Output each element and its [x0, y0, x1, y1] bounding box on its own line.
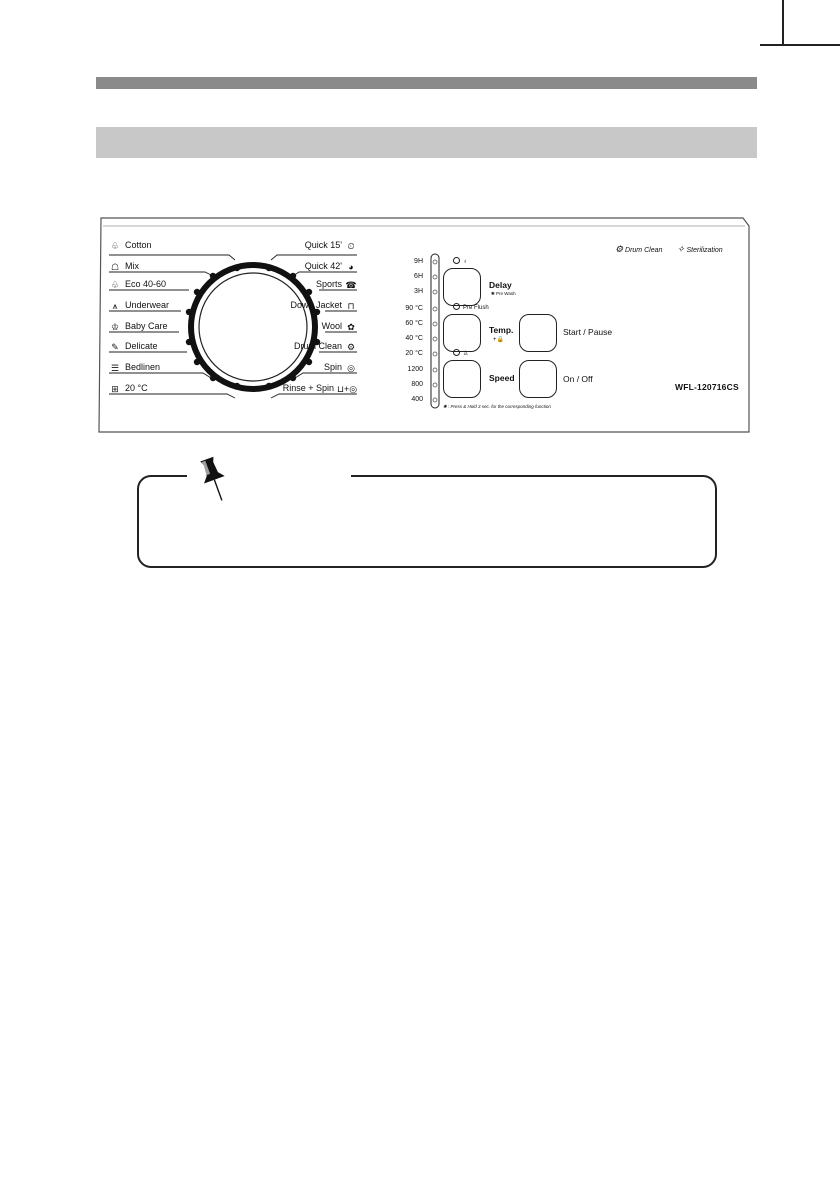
title-bar	[96, 77, 757, 89]
program-sports: Sports ☎	[315, 279, 357, 290]
temp-button[interactable]	[443, 314, 481, 352]
program-rinse-spin: Rinse + Spin ⊔+◎	[282, 383, 358, 394]
section-header-bar	[96, 127, 757, 158]
quick-42-icon: ◕	[348, 262, 354, 272]
program-quick-42: Quick 42' ◕	[305, 261, 357, 272]
lock-icon: ♁	[463, 259, 468, 265]
baby-care-icon: ♔	[110, 322, 120, 332]
program-mix: ☖ Mix	[110, 261, 139, 272]
child-lock-indicator	[453, 257, 468, 265]
control-panel-illustration	[97, 214, 751, 436]
sterilization-icon: ✧	[677, 244, 685, 254]
drum-clean-icon: ⚙	[346, 342, 356, 352]
program-bedlinen: ☰ Bedlinen	[110, 362, 161, 373]
delay-button[interactable]	[443, 268, 481, 306]
cotton-icon: ♧	[110, 241, 120, 251]
eco-icon: ♧	[110, 280, 120, 290]
crop-mark-vertical	[782, 0, 784, 46]
level-60c: 60 °C	[405, 320, 423, 327]
sports-icon: ☎	[345, 280, 357, 290]
drum-clean-feature: ⚙ Drum Clean	[615, 244, 663, 254]
bedlinen-icon: ☰	[110, 363, 120, 373]
sterilization-feature: ✧ Sterilization	[677, 244, 723, 254]
program-spin: Spin ◎	[324, 362, 357, 373]
temp-lock-sub-label: +🔒	[493, 337, 504, 343]
speed-button[interactable]	[443, 360, 481, 398]
program-drum-clean: Drum Clean ⚙	[293, 341, 356, 352]
indicator-led	[453, 257, 460, 264]
pre-flush-indicator: Pre Flush	[453, 303, 489, 311]
drum-clean-feature-icon: ⚙	[615, 244, 624, 254]
door-lock-icon: ♙	[463, 351, 469, 357]
speed-label: Speed	[489, 373, 515, 383]
model-number: WFL-120716CS	[675, 382, 739, 392]
rinse-spin-icon: ⊔+◎	[337, 384, 358, 394]
crop-mark-horizontal	[760, 44, 840, 46]
press-hold-footnote: ✱ : Press & Hold 3 sec. for the corresponding function	[443, 404, 551, 409]
level-90c: 90 °C	[405, 305, 423, 312]
start-pause-label: Start / Pause	[563, 327, 613, 337]
on-off-label: On / Off	[563, 374, 593, 384]
program-cotton: ♧ Cotton	[110, 240, 152, 251]
on-off-button[interactable]	[519, 360, 557, 398]
level-6h: 6H	[414, 273, 423, 280]
level-9h: 9H	[414, 258, 423, 265]
quick-15-icon: ⏲	[347, 241, 355, 251]
program-underwear: ⩚ Underwear	[109, 300, 169, 311]
program-baby-care: ♔ Baby Care	[110, 321, 168, 332]
program-delicate: ✎ Delicate	[109, 341, 158, 352]
underwear-icon: ⩚	[112, 301, 118, 311]
level-40c: 40 °C	[405, 335, 423, 342]
level-400: 400	[411, 396, 423, 403]
level-1200: 1200	[407, 366, 423, 373]
down-jacket-icon: ⊓	[347, 301, 355, 311]
delay-label: Delay	[489, 280, 512, 290]
level-800: 800	[411, 381, 423, 388]
level-20c: 20 °C	[405, 350, 423, 357]
program-quick-15: Quick 15' ⏲	[305, 240, 357, 251]
mix-icon: ☖	[110, 262, 120, 272]
pushpin-icon	[195, 454, 231, 504]
program-wool: Wool ✿	[322, 321, 357, 332]
program-eco: ♧ Eco 40-60	[110, 279, 167, 290]
delicate-icon: ✎	[111, 342, 119, 352]
program-down-jacket: Down Jacket ⊓	[290, 300, 357, 311]
prewash-sub-label: ✱ Pre Wash	[491, 291, 516, 296]
program-20c: ⊞ 20 °C	[109, 383, 148, 394]
start-pause-button[interactable]	[519, 314, 557, 352]
spin-icon: ◎	[347, 363, 355, 373]
wool-icon: ✿	[347, 322, 355, 332]
20c-icon: ⊞	[111, 384, 119, 394]
temp-label: Temp.	[489, 325, 514, 335]
level-3h: 3H	[414, 288, 423, 295]
